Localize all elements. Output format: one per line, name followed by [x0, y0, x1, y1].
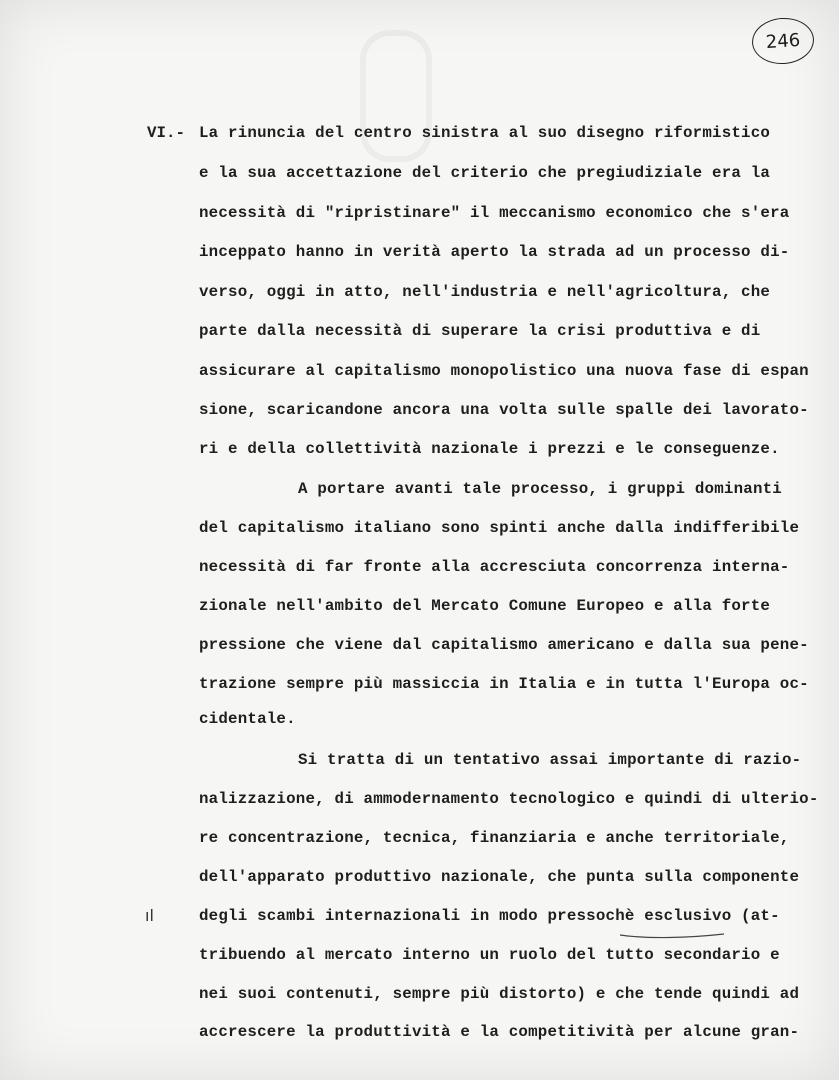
text-line: parte dalla necessità di superare la crisi produttiva e di — [199, 322, 761, 340]
text-line: assicurare al capitalismo monopolistico una nuova fase di espan — [199, 362, 809, 380]
text-line: Si tratta di un tentativo assai importante di razio- — [298, 751, 802, 769]
text-line: tribuendo al mercato interno un ruolo del tutto secondario e — [199, 946, 780, 964]
text-line: accrescere la produttività e la competitività per alcune gran- — [199, 1023, 800, 1041]
page-number-stamp — [750, 16, 815, 66]
text-line: trazione sempre più massiccia in Italia e in tutta l'Europa oc- — [199, 675, 809, 693]
text-line: A portare avanti tale processo, i gruppi dominanti — [298, 480, 782, 498]
text-line: e la sua accettazione del criterio che pregiudiziale era la — [199, 164, 771, 182]
handwritten-underline — [618, 932, 726, 940]
section-number: VI.- — [147, 124, 185, 142]
text-line: re concentrazione, tecnica, finanziaria e anche territoriale, — [199, 829, 790, 847]
text-line: sione, scaricandone ancora una volta sulle spalle dei lavorato- — [199, 401, 809, 419]
text-line: dell'apparato produttivo nazionale, che punta sulla componente — [199, 868, 800, 886]
text-line: La rinuncia del centro sinistra al suo disegno riformistico — [199, 124, 771, 142]
page-number-text: 246 — [765, 29, 801, 53]
text-line: inceppato hanno in verità aperto la strada ad un processo di- — [199, 243, 790, 261]
text-line: del capitalismo italiano sono spinti anche dalla indifferibile — [199, 519, 800, 537]
text-line: verso, oggi in atto, nell'industria e nell'agricoltura, che — [199, 283, 771, 301]
text-line: pressione che viene dal capitalismo americano e dalla sua pene- — [199, 636, 809, 654]
text-line: nalizzazione, di ammodernamento tecnologico e quindi di ulterio- — [199, 790, 819, 808]
text-line: degli scambi internazionali in modo pressochè esclusivo (at- — [199, 907, 780, 925]
text-line: necessità di "ripristinare" il meccanismo economico che s'era — [199, 204, 790, 222]
text-line: zionale nell'ambito del Mercato Comune Europeo e alla forte — [199, 597, 771, 615]
margin-annotation: ıl — [145, 906, 154, 925]
text-line: ri e della collettività nazionale i prezzi e le conseguenze. — [199, 440, 780, 458]
text-line: cidentale. — [199, 710, 296, 728]
text-line: nei suoi contenuti, sempre più distorto) e che tende quindi ad — [199, 985, 800, 1003]
text-line: necessità di far fronte alla accresciuta concorrenza interna- — [199, 558, 790, 576]
